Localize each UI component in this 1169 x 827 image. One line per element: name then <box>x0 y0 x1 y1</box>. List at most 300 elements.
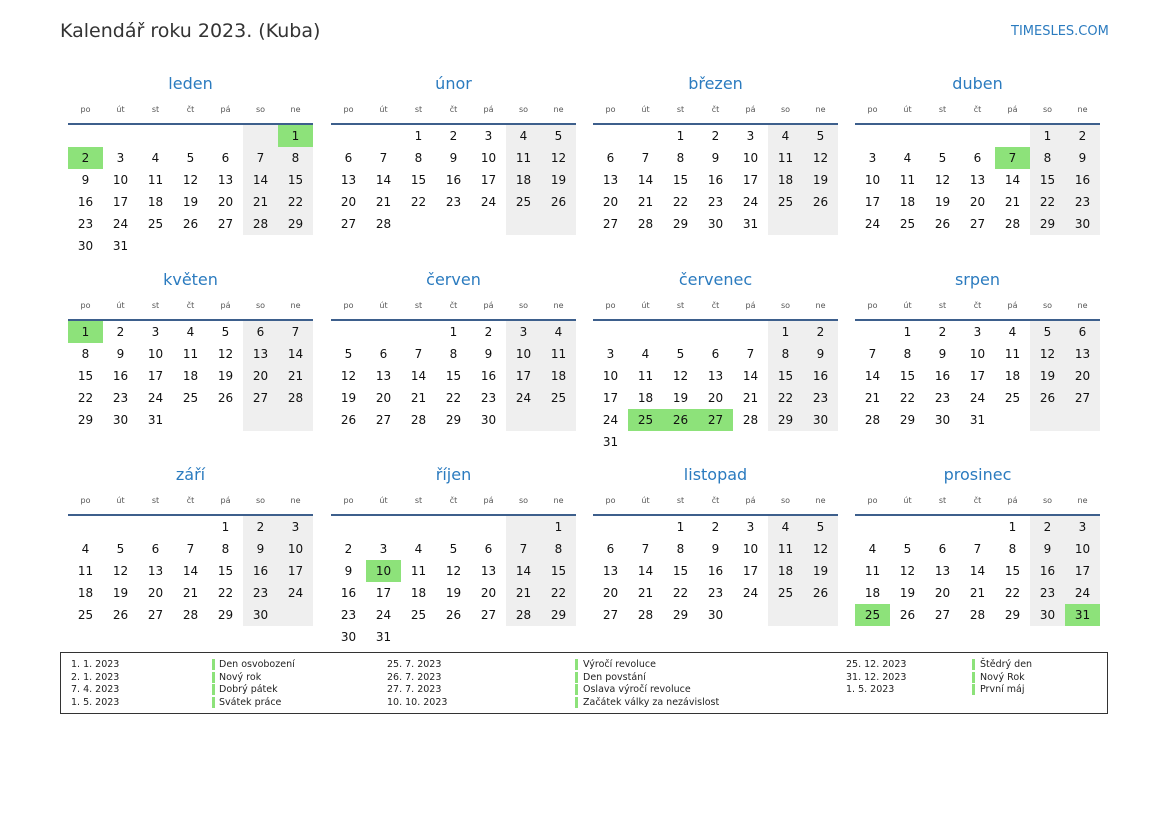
day-cell[interactable]: 4 <box>768 125 803 147</box>
day-cell[interactable]: 15 <box>410 173 427 187</box>
day-cell[interactable]: 14 <box>742 369 759 383</box>
day-cell[interactable]: 7 <box>506 538 541 560</box>
day-cell[interactable]: 22 <box>1030 191 1065 213</box>
day-cell[interactable]: 23 <box>77 217 94 231</box>
day-cell[interactable]: 19 <box>803 169 838 191</box>
day-cell[interactable]: 26 <box>803 191 838 213</box>
day-cell[interactable]: 20 <box>243 365 278 387</box>
day-cell[interactable]: 22 <box>1004 586 1021 600</box>
day-cell[interactable]: 21 <box>637 195 654 209</box>
day-cell[interactable]: 30 <box>340 630 357 644</box>
day-cell[interactable]: 21 <box>278 365 313 387</box>
day-cell[interactable]: 4 <box>506 125 541 147</box>
day-cell[interactable]: 25 <box>541 387 576 409</box>
day-cell[interactable]: 8 <box>768 343 803 365</box>
day-cell[interactable]: 15 <box>217 564 234 578</box>
day-cell[interactable]: 9 <box>711 542 720 556</box>
day-cell[interactable]: 25 <box>899 217 916 231</box>
day-cell[interactable]: 17 <box>375 586 392 600</box>
day-cell[interactable]: 29 <box>1004 608 1021 622</box>
day-cell[interactable]: 18 <box>637 391 654 405</box>
day-cell[interactable]: 27 <box>243 387 278 409</box>
day-cell[interactable]: 14 <box>506 560 541 582</box>
day-cell[interactable]: 1 <box>903 325 912 339</box>
day-cell[interactable]: 23 <box>480 391 497 405</box>
day-cell[interactable]: 4 <box>414 542 423 556</box>
day-cell[interactable]: 10 <box>480 151 497 165</box>
day-cell[interactable]: 28 <box>243 213 278 235</box>
day-cell[interactable]: 4 <box>868 542 877 556</box>
day-cell[interactable]: 1 <box>414 129 423 143</box>
day-cell[interactable]: 29 <box>1030 213 1065 235</box>
day-cell[interactable]: 16 <box>340 586 357 600</box>
day-cell[interactable]: 5 <box>803 516 838 538</box>
day-cell[interactable]: 18 <box>864 586 881 600</box>
day-cell[interactable]: 23 <box>707 195 724 209</box>
day-cell[interactable]: 26 <box>934 217 951 231</box>
day-cell[interactable]: 15 <box>672 173 689 187</box>
day-cell[interactable]: 4 <box>541 321 576 343</box>
day-cell[interactable]: 20 <box>602 586 619 600</box>
day-cell[interactable]: 5 <box>803 125 838 147</box>
day-cell[interactable]: 30 <box>707 608 724 622</box>
day-cell[interactable]: 20 <box>969 195 986 209</box>
day-cell[interactable]: 22 <box>899 391 916 405</box>
day-cell[interactable]: 7 <box>243 147 278 169</box>
day-cell[interactable]: 4 <box>186 325 195 339</box>
day-cell[interactable]: 23 <box>340 608 357 622</box>
day-cell[interactable]: 3 <box>1065 516 1100 538</box>
day-cell[interactable]: 8 <box>81 347 90 361</box>
site-link[interactable]: TIMESLES.COM <box>1011 24 1109 39</box>
day-cell[interactable]: 3 <box>746 520 755 534</box>
day-cell[interactable]: 4 <box>1008 325 1017 339</box>
day-cell[interactable]: 20 <box>217 195 234 209</box>
day-cell[interactable]: 2 <box>938 325 947 339</box>
day-cell[interactable]: 2 <box>1030 516 1065 538</box>
day-cell[interactable]: 19 <box>672 391 689 405</box>
day-cell[interactable]: 1 <box>278 125 313 147</box>
day-cell[interactable]: 7 <box>746 347 755 361</box>
day-cell[interactable]: 3 <box>973 325 982 339</box>
day-cell[interactable]: 28 <box>742 413 759 427</box>
day-cell[interactable]: 29 <box>672 217 689 231</box>
day-cell[interactable]: 20 <box>1065 365 1100 387</box>
day-cell[interactable]: 2 <box>1065 125 1100 147</box>
day-cell[interactable]: 24 <box>480 195 497 209</box>
day-cell[interactable]: 28 <box>410 413 427 427</box>
day-cell[interactable]: 29 <box>217 608 234 622</box>
day-cell[interactable]: 15 <box>1030 169 1065 191</box>
day-cell[interactable]: 24 <box>742 586 759 600</box>
day-cell[interactable]: 11 <box>541 343 576 365</box>
day-cell[interactable]: 14 <box>410 369 427 383</box>
day-cell[interactable]: 18 <box>768 560 803 582</box>
day-cell[interactable]: 18 <box>410 586 427 600</box>
day-cell[interactable]: 31 <box>147 413 164 427</box>
day-cell[interactable]: 21 <box>375 195 392 209</box>
day-cell[interactable]: 22 <box>672 195 689 209</box>
day-cell[interactable]: 19 <box>1030 365 1065 387</box>
day-cell[interactable]: 13 <box>602 173 619 187</box>
day-cell[interactable]: 5 <box>449 542 458 556</box>
day-cell[interactable]: 21 <box>506 582 541 604</box>
day-cell[interactable]: 15 <box>672 564 689 578</box>
day-cell[interactable]: 21 <box>637 586 654 600</box>
day-cell[interactable]: 18 <box>768 169 803 191</box>
day-cell[interactable]: 12 <box>445 564 462 578</box>
day-cell[interactable]: 8 <box>676 151 685 165</box>
day-cell[interactable]: 14 <box>243 169 278 191</box>
day-cell[interactable]: 11 <box>768 538 803 560</box>
day-cell[interactable]: 27 <box>934 608 951 622</box>
day-cell[interactable]: 19 <box>340 391 357 405</box>
day-cell[interactable]: 9 <box>1030 538 1065 560</box>
day-cell[interactable]: 8 <box>414 151 423 165</box>
day-cell[interactable]: 19 <box>541 169 576 191</box>
day-cell[interactable]: 19 <box>934 195 951 209</box>
day-cell[interactable]: 20 <box>340 195 357 209</box>
day-cell[interactable]: 25 <box>1004 391 1021 405</box>
day-cell[interactable]: 22 <box>410 195 427 209</box>
day-cell[interactable]: 1 <box>541 516 576 538</box>
day-cell[interactable]: 15 <box>899 369 916 383</box>
day-cell[interactable]: 7 <box>973 542 982 556</box>
day-cell[interactable]: 28 <box>969 608 986 622</box>
day-cell[interactable]: 28 <box>506 604 541 626</box>
day-cell[interactable]: 31 <box>112 239 129 253</box>
day-cell[interactable]: 19 <box>803 560 838 582</box>
day-cell[interactable]: 5 <box>1030 321 1065 343</box>
day-cell[interactable]: 28 <box>1004 217 1021 231</box>
day-cell[interactable]: 2 <box>116 325 125 339</box>
day-cell[interactable]: 23 <box>934 391 951 405</box>
day-cell[interactable]: 27 <box>969 217 986 231</box>
day-cell[interactable]: 30 <box>112 413 129 427</box>
day-cell[interactable]: 11 <box>899 173 916 187</box>
day-cell[interactable]: 24 <box>147 391 164 405</box>
day-cell[interactable]: 17 <box>969 369 986 383</box>
day-cell[interactable]: 17 <box>506 365 541 387</box>
day-cell[interactable]: 13 <box>969 173 986 187</box>
day-cell[interactable]: 2 <box>484 325 493 339</box>
day-cell[interactable]: 30 <box>934 413 951 427</box>
day-cell[interactable]: 10 <box>147 347 164 361</box>
day-cell[interactable]: 20 <box>147 586 164 600</box>
day-cell[interactable]: 14 <box>1004 173 1021 187</box>
day-cell[interactable]: 8 <box>449 347 458 361</box>
day-cell[interactable]: 5 <box>186 151 195 165</box>
day-cell[interactable]: 28 <box>637 608 654 622</box>
day-cell[interactable]: 17 <box>112 195 129 209</box>
day-cell[interactable]: 18 <box>506 169 541 191</box>
day-cell[interactable]: 5 <box>221 325 230 339</box>
day-cell[interactable]: 29 <box>768 409 803 431</box>
day-cell[interactable]: 19 <box>899 586 916 600</box>
day-cell[interactable]: 11 <box>864 564 881 578</box>
day-cell[interactable]: 25 <box>77 608 94 622</box>
day-cell[interactable]: 13 <box>375 369 392 383</box>
day-cell[interactable]: 26 <box>803 582 838 604</box>
day-cell[interactable]: 20 <box>934 586 951 600</box>
day-cell[interactable]: 4 <box>903 151 912 165</box>
day-cell[interactable]: 3 <box>746 129 755 143</box>
day-cell[interactable]: 6 <box>606 542 615 556</box>
day-cell[interactable]: 5 <box>116 542 125 556</box>
day-cell[interactable]: 6 <box>1065 321 1100 343</box>
day-cell[interactable]: 23 <box>803 387 838 409</box>
day-cell[interactable]: 11 <box>182 347 199 361</box>
day-cell[interactable]: 7 <box>278 321 313 343</box>
day-cell[interactable]: 7 <box>379 151 388 165</box>
day-cell[interactable]: 4 <box>81 542 90 556</box>
day-cell[interactable]: 29 <box>278 213 313 235</box>
day-cell[interactable]: 18 <box>77 586 94 600</box>
day-cell[interactable]: 13 <box>602 564 619 578</box>
day-cell[interactable]: 12 <box>899 564 916 578</box>
day-cell[interactable]: 21 <box>1004 195 1021 209</box>
day-cell[interactable]: 11 <box>1004 347 1021 361</box>
day-cell[interactable]: 24 <box>602 413 619 427</box>
day-cell[interactable]: 27 <box>602 217 619 231</box>
day-cell[interactable]: 10 <box>602 369 619 383</box>
day-cell[interactable]: 13 <box>1065 343 1100 365</box>
day-cell[interactable]: 31 <box>742 217 759 231</box>
day-cell[interactable]: 13 <box>340 173 357 187</box>
day-cell[interactable]: 26 <box>445 608 462 622</box>
day-cell[interactable]: 26 <box>663 409 698 431</box>
day-cell[interactable]: 27 <box>1065 387 1100 409</box>
day-cell[interactable]: 25 <box>147 217 164 231</box>
day-cell[interactable]: 24 <box>864 217 881 231</box>
day-cell[interactable]: 26 <box>112 608 129 622</box>
day-cell[interactable]: 9 <box>484 347 493 361</box>
day-cell[interactable]: 16 <box>707 564 724 578</box>
day-cell[interactable]: 9 <box>711 151 720 165</box>
day-cell[interactable]: 15 <box>768 365 803 387</box>
day-cell[interactable]: 15 <box>445 369 462 383</box>
day-cell[interactable]: 10 <box>742 151 759 165</box>
day-cell[interactable]: 19 <box>445 586 462 600</box>
day-cell[interactable]: 9 <box>243 538 278 560</box>
day-cell[interactable]: 28 <box>375 217 392 231</box>
day-cell[interactable]: 3 <box>116 151 125 165</box>
day-cell[interactable]: 24 <box>969 391 986 405</box>
day-cell[interactable]: 12 <box>541 147 576 169</box>
day-cell[interactable]: 31 <box>375 630 392 644</box>
day-cell[interactable]: 30 <box>707 217 724 231</box>
day-cell[interactable]: 9 <box>344 564 353 578</box>
day-cell[interactable]: 21 <box>410 391 427 405</box>
day-cell[interactable]: 12 <box>217 347 234 361</box>
day-cell[interactable]: 11 <box>147 173 164 187</box>
day-cell[interactable]: 9 <box>803 343 838 365</box>
day-cell[interactable]: 15 <box>77 369 94 383</box>
day-cell[interactable]: 16 <box>112 369 129 383</box>
day-cell[interactable]: 7 <box>641 542 650 556</box>
day-cell[interactable]: 16 <box>934 369 951 383</box>
day-cell[interactable]: 19 <box>182 195 199 209</box>
day-cell[interactable]: 30 <box>243 604 278 626</box>
day-cell[interactable]: 6 <box>344 151 353 165</box>
day-cell[interactable]: 17 <box>147 369 164 383</box>
day-cell[interactable]: 13 <box>147 564 164 578</box>
day-cell[interactable]: 14 <box>637 173 654 187</box>
day-cell[interactable]: 14 <box>637 564 654 578</box>
day-cell[interactable]: 20 <box>375 391 392 405</box>
day-cell[interactable]: 10 <box>864 173 881 187</box>
day-cell[interactable]: 5 <box>903 542 912 556</box>
day-cell[interactable]: 26 <box>899 608 916 622</box>
day-cell[interactable]: 20 <box>480 586 497 600</box>
day-cell[interactable]: 27 <box>375 413 392 427</box>
day-cell[interactable]: 24 <box>742 195 759 209</box>
day-cell[interactable]: 16 <box>243 560 278 582</box>
day-cell[interactable]: 4 <box>641 347 650 361</box>
day-cell[interactable]: 2 <box>711 520 720 534</box>
day-cell[interactable]: 7 <box>414 347 423 361</box>
day-cell[interactable]: 25 <box>410 608 427 622</box>
day-cell[interactable]: 23 <box>445 195 462 209</box>
day-cell[interactable]: 17 <box>1065 560 1100 582</box>
day-cell[interactable]: 22 <box>445 391 462 405</box>
day-cell[interactable]: 9 <box>449 151 458 165</box>
day-cell[interactable]: 25 <box>628 409 663 431</box>
day-cell[interactable]: 17 <box>742 173 759 187</box>
day-cell[interactable]: 14 <box>375 173 392 187</box>
day-cell[interactable]: 2 <box>449 129 458 143</box>
day-cell[interactable]: 9 <box>116 347 125 361</box>
day-cell[interactable]: 3 <box>606 347 615 361</box>
day-cell[interactable]: 18 <box>541 365 576 387</box>
day-cell[interactable]: 30 <box>1030 604 1065 626</box>
day-cell[interactable]: 9 <box>1065 147 1100 169</box>
day-cell[interactable]: 24 <box>506 387 541 409</box>
day-cell[interactable]: 4 <box>768 516 803 538</box>
day-cell[interactable]: 22 <box>768 387 803 409</box>
day-cell[interactable]: 29 <box>541 604 576 626</box>
day-cell[interactable]: 4 <box>151 151 160 165</box>
day-cell[interactable]: 2 <box>344 542 353 556</box>
day-cell[interactable]: 17 <box>864 195 881 209</box>
day-cell[interactable]: 18 <box>899 195 916 209</box>
day-cell[interactable]: 13 <box>243 343 278 365</box>
day-cell[interactable]: 14 <box>864 369 881 383</box>
day-cell[interactable]: 12 <box>672 369 689 383</box>
day-cell[interactable]: 17 <box>742 564 759 578</box>
day-cell[interactable]: 23 <box>707 586 724 600</box>
day-cell[interactable]: 25 <box>768 191 803 213</box>
day-cell[interactable]: 28 <box>278 387 313 409</box>
day-cell[interactable]: 21 <box>969 586 986 600</box>
day-cell[interactable]: 6 <box>151 542 160 556</box>
day-cell[interactable]: 11 <box>77 564 94 578</box>
day-cell[interactable]: 10 <box>278 538 313 560</box>
day-cell[interactable]: 22 <box>672 586 689 600</box>
day-cell[interactable]: 7 <box>995 147 1030 169</box>
day-cell[interactable]: 31 <box>969 413 986 427</box>
day-cell[interactable]: 10 <box>506 343 541 365</box>
day-cell[interactable]: 25 <box>506 191 541 213</box>
day-cell[interactable]: 25 <box>182 391 199 405</box>
day-cell[interactable]: 1 <box>449 325 458 339</box>
day-cell[interactable]: 15 <box>541 560 576 582</box>
day-cell[interactable]: 24 <box>375 608 392 622</box>
day-cell[interactable]: 26 <box>1030 387 1065 409</box>
day-cell[interactable]: 16 <box>1065 169 1100 191</box>
day-cell[interactable]: 12 <box>934 173 951 187</box>
day-cell[interactable]: 14 <box>182 564 199 578</box>
day-cell[interactable]: 29 <box>672 608 689 622</box>
day-cell[interactable]: 12 <box>1030 343 1065 365</box>
day-cell[interactable]: 6 <box>221 151 230 165</box>
day-cell[interactable]: 2 <box>803 321 838 343</box>
day-cell[interactable]: 10 <box>1065 538 1100 560</box>
day-cell[interactable]: 6 <box>243 321 278 343</box>
day-cell[interactable]: 22 <box>77 391 94 405</box>
day-cell[interactable]: 3 <box>506 321 541 343</box>
day-cell[interactable]: 1 <box>1008 520 1017 534</box>
day-cell[interactable]: 14 <box>278 343 313 365</box>
day-cell[interactable]: 20 <box>602 195 619 209</box>
day-cell[interactable]: 27 <box>602 608 619 622</box>
day-cell[interactable]: 13 <box>480 564 497 578</box>
day-cell[interactable]: 28 <box>864 413 881 427</box>
day-cell[interactable]: 1 <box>676 520 685 534</box>
day-cell[interactable]: 23 <box>243 582 278 604</box>
day-cell[interactable]: 29 <box>899 413 916 427</box>
day-cell[interactable]: 21 <box>742 391 759 405</box>
day-cell[interactable]: 8 <box>1008 542 1017 556</box>
day-cell[interactable]: 26 <box>541 191 576 213</box>
day-cell[interactable]: 13 <box>217 173 234 187</box>
day-cell[interactable]: 16 <box>445 173 462 187</box>
day-cell[interactable]: 7 <box>868 347 877 361</box>
day-cell[interactable]: 1 <box>768 321 803 343</box>
day-cell[interactable]: 12 <box>803 538 838 560</box>
day-cell[interactable]: 6 <box>711 347 720 361</box>
day-cell[interactable]: 16 <box>1030 560 1065 582</box>
day-cell[interactable]: 19 <box>112 586 129 600</box>
day-cell[interactable]: 22 <box>217 586 234 600</box>
day-cell[interactable]: 16 <box>480 369 497 383</box>
day-cell[interactable]: 10 <box>366 560 401 582</box>
day-cell[interactable]: 8 <box>676 542 685 556</box>
day-cell[interactable]: 24 <box>112 217 129 231</box>
day-cell[interactable]: 23 <box>1065 191 1100 213</box>
day-cell[interactable]: 16 <box>707 173 724 187</box>
day-cell[interactable]: 25 <box>855 604 890 626</box>
day-cell[interactable]: 6 <box>938 542 947 556</box>
day-cell[interactable]: 3 <box>151 325 160 339</box>
day-cell[interactable]: 22 <box>278 191 313 213</box>
day-cell[interactable]: 6 <box>606 151 615 165</box>
day-cell[interactable]: 1 <box>221 520 230 534</box>
day-cell[interactable]: 17 <box>278 560 313 582</box>
day-cell[interactable]: 16 <box>77 195 94 209</box>
day-cell[interactable]: 28 <box>637 217 654 231</box>
day-cell[interactable]: 3 <box>278 516 313 538</box>
day-cell[interactable]: 15 <box>278 169 313 191</box>
day-cell[interactable]: 5 <box>676 347 685 361</box>
day-cell[interactable]: 27 <box>698 409 733 431</box>
day-cell[interactable]: 31 <box>602 435 619 449</box>
day-cell[interactable]: 30 <box>77 239 94 253</box>
day-cell[interactable]: 9 <box>938 347 947 361</box>
day-cell[interactable]: 1 <box>68 321 103 343</box>
day-cell[interactable]: 29 <box>445 413 462 427</box>
day-cell[interactable]: 16 <box>803 365 838 387</box>
